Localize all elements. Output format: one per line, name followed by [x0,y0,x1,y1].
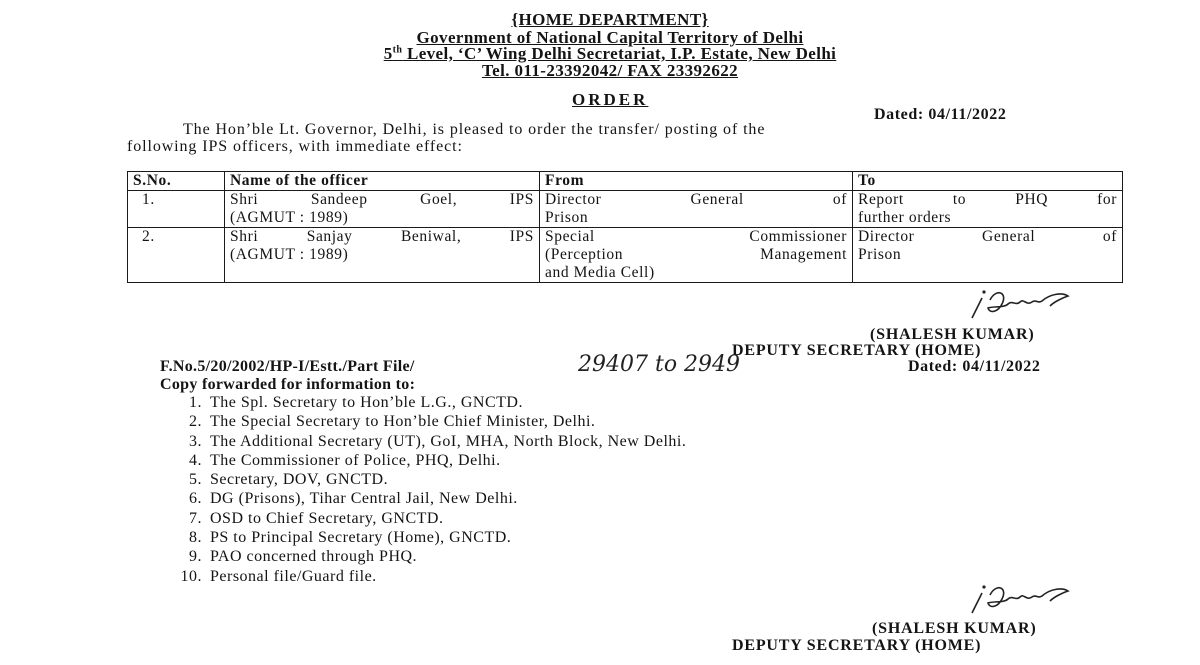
list-item-text: The Special Secretary to Hon’ble Chief Minister, Delhi. [210,413,596,431]
list-item-number: 4. [189,451,202,469]
cell-officer-name [225,228,540,283]
list-item [166,547,686,566]
list-item-number: 9. [189,548,202,566]
cell-officer-name [225,191,540,228]
cell-sno: 2. [128,228,225,283]
list-item-number: 5. [189,471,202,489]
cell-from [540,228,853,283]
list-item-text: The Spl. Secretary to Hon’ble L.G., GNCTD. [210,394,523,411]
to-line: Prison [858,246,902,263]
distribution-list [166,393,686,586]
header-address-sup: th [392,44,403,56]
cell-to [853,191,1123,228]
to-line: Report to PHQ for [858,191,1117,208]
list-item-text: Personal file/Guard file. [210,567,377,585]
header-address-num: 5 [383,44,393,63]
list-item-text: OSD to Chief Secretary, GNCTD. [210,509,444,527]
from-line: Prison [545,209,589,226]
list-item [166,528,686,547]
officer-cadre-line: (AGMUT : 1989) [230,246,349,263]
cell-to [853,228,1123,283]
header-address-rest: Level, ‘C’ Wing Delhi Secretariat, I.P. Estate, New Delhi [402,44,837,63]
officer-name-line: Shri Sandeep Goel, IPS [230,191,534,208]
header-government: Government of National Capital Territory of Delhi [416,28,804,47]
from-line: Director General of [545,191,847,208]
endorsement-date: Dated: 04/11/2022 [908,358,1041,375]
handwritten-dispatch-number: 29407 to 2949 [578,352,741,377]
list-item [166,412,686,431]
transfer-table [127,171,1123,283]
cell-from [540,191,853,228]
order-date: Dated: 04/11/2022 [874,106,1007,123]
table-header-row [128,172,1123,191]
list-item [166,432,686,451]
list-item-number: 1. [189,394,202,411]
order-paragraph-line1: The Hon’ble Lt. Governor, Delhi, is pleased to order the transfer/ posting of the [183,121,766,138]
header-telephone: Tel. 011-23392042/ FAX 23392622 [481,61,739,80]
list-item [166,393,686,412]
list-item-number: 2. [189,413,202,431]
column-header-to: To [853,172,1123,191]
signatory-designation: DEPUTY SECRETARY (HOME) [732,637,982,654]
signatory-name: (SHALESH KUMAR) [872,620,1037,637]
from-line: Special Commissioner [545,228,847,245]
column-header-name: Name of the officer [225,172,540,191]
list-item-number: 6. [189,490,202,508]
from-line: (Perception Management [545,246,847,263]
list-item-text: The Additional Secretary (UT), GoI, MHA, North Block, New Delhi. [210,432,687,450]
list-item-number: 7. [189,509,202,527]
column-header-sno: S.No. [128,172,225,191]
list-item-number: 8. [189,529,202,547]
list-item-text: Secretary, DOV, GNCTD. [210,471,389,489]
to-line: Director General of [858,228,1117,245]
copy-forwarded-label: Copy forwarded for information to: [160,376,416,393]
table-row [128,191,1123,228]
order-title: ORDER [572,90,649,109]
order-paragraph-line2: following IPS officers, with immediate effect: [127,138,463,155]
signature-mark [950,577,1090,617]
officer-name-line: Shri Sanjay Beniwal, IPS [230,228,534,245]
from-line: and Media Cell) [545,264,655,281]
list-item [166,509,686,528]
list-item-text: PS to Principal Secretary (Home), GNCTD. [210,529,512,547]
signature-mark [950,282,1090,322]
list-item [166,567,686,586]
cell-sno: 1. [128,191,225,228]
signatory-designation: DEPUTY SECRETARY (HOME) [732,342,982,359]
file-number: F.No.5/20/2002/HP-I/Estt./Part File/ [160,358,415,375]
header-department: {HOME DEPARTMENT} [511,10,709,29]
list-item [166,489,686,508]
list-item-text: The Commissioner of Police, PHQ, Delhi. [210,451,501,469]
list-item [166,451,686,470]
column-header-from: From [540,172,853,191]
list-item-number: 3. [189,432,202,450]
signatory-name: (SHALESH KUMAR) [870,326,1035,343]
officer-cadre-line: (AGMUT : 1989) [230,209,349,226]
to-line: further orders [858,209,952,226]
list-item-text: PAO concerned through PHQ. [210,548,418,566]
list-item-number: 10. [180,567,202,585]
list-item [166,470,686,489]
table-row [128,228,1123,283]
list-item-text: DG (Prisons), Tihar Central Jail, New Delhi. [210,490,518,508]
